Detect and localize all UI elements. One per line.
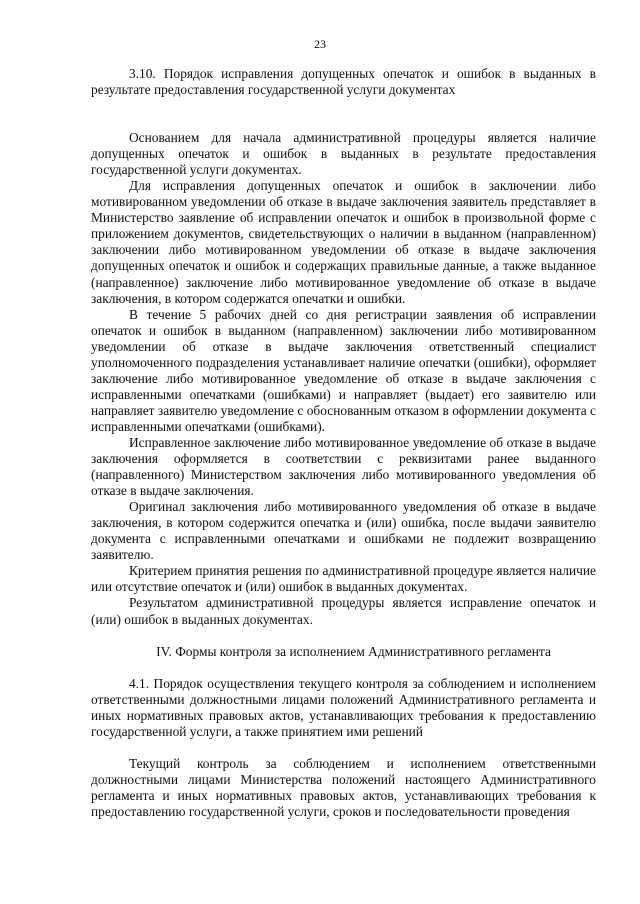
page-content <box>91 66 596 820</box>
section-heading-3-10: 3.10. Порядок исправления допущенных опечаток и ошибок в выданных в результате предоставления государственной услуги документах <box>91 66 596 98</box>
paragraph: В течение 5 рабочих дней со дня регистрации заявления об исправлении опечаток и ошибок в выданном (направленном) заключении либо мотивированном уведомлении об отказе в выдаче заключения ответственный специалист уполномоченного подразделения устанавливает наличие опечатки (ошибки), оформляет заключение либо мотивированное уведомление об отказе в выдаче заключения с исправленными опечатками (ошибками) и направляет (выдает) его заявителю или направляет заявителю уведомление с обоснованным отказом в оформлении документа с исправленными опечатками (ошибками). <box>91 306 596 434</box>
paragraph: Критерием принятия решения по административной процедуре является наличие или отсутствие опечаток и (или) ошибок в выданных документах. <box>91 563 596 595</box>
paragraph: Основанием для начала административной процедуры является наличие допущенных опечаток и ошибок в выданных в результате предоставления государственной услуги документах. <box>91 130 596 178</box>
section-title-4: IV. Формы контроля за исполнением Административного регламента <box>156 643 551 659</box>
page-number: 23 <box>314 37 326 51</box>
spacer <box>91 114 596 130</box>
spacer <box>91 628 596 644</box>
paragraph: Оригинал заключения либо мотивированного уведомления об отказе в выдаче заключения, в котором содержится опечатка и (или) ошибка, после выдачи заявителю документа с исправленными опечатками и ошибками не подлежит возвращению заявителю. <box>91 499 596 563</box>
paragraph: Текущий контроль за соблюдением и исполнением ответственными должностными лицами Министерства положений настоящего Административного регламента и иных нормативных правовых актов, устанавливающих требования к предоставлению государственной услуги, сроков и последовательности проведения <box>91 755 596 819</box>
paragraph: Результатом административной процедуры является исправление опечаток и (или) ошибок в выданных документах. <box>91 595 596 627</box>
spacer <box>91 98 596 114</box>
paragraph: Исправленное заключение либо мотивированное уведомление об отказе в выдаче заключения оформляется в соответствии с реквизитами ранее выданного (направленного) Министерством заключения либо мотивированного уведомления об отказе в выдаче заключения. <box>91 434 596 499</box>
spacer <box>91 740 596 756</box>
spacer <box>91 660 596 676</box>
section-subheading-4-1: 4.1. Порядок осуществления текущего контроля за соблюдением и исполнением ответственными должностными лицами положений Административного регламента и иных нормативных правовых актов, устанавливающих требования к предоставлению государственной услуги, а также принятием ими решений <box>91 675 596 739</box>
paragraph: Для исправления допущенных опечаток и ошибок в заключении либо мотивированном уведомлении об отказе в выдаче заключения заявитель представляет в Министерство заявление об исправлении опечаток и ошибок в произвольной форме с приложением документов, свидетельствующих о наличии в выданном (направленном) заключении либо мотивированном уведомлении об отказе в выдаче заключения допущенных опечаток и ошибок и содержащих правильные данные, а также выданное (направленное) заключение либо мотивированное уведомление об отказе в выдаче заключения, в котором содержатся опечатки и ошибки. <box>91 178 596 306</box>
